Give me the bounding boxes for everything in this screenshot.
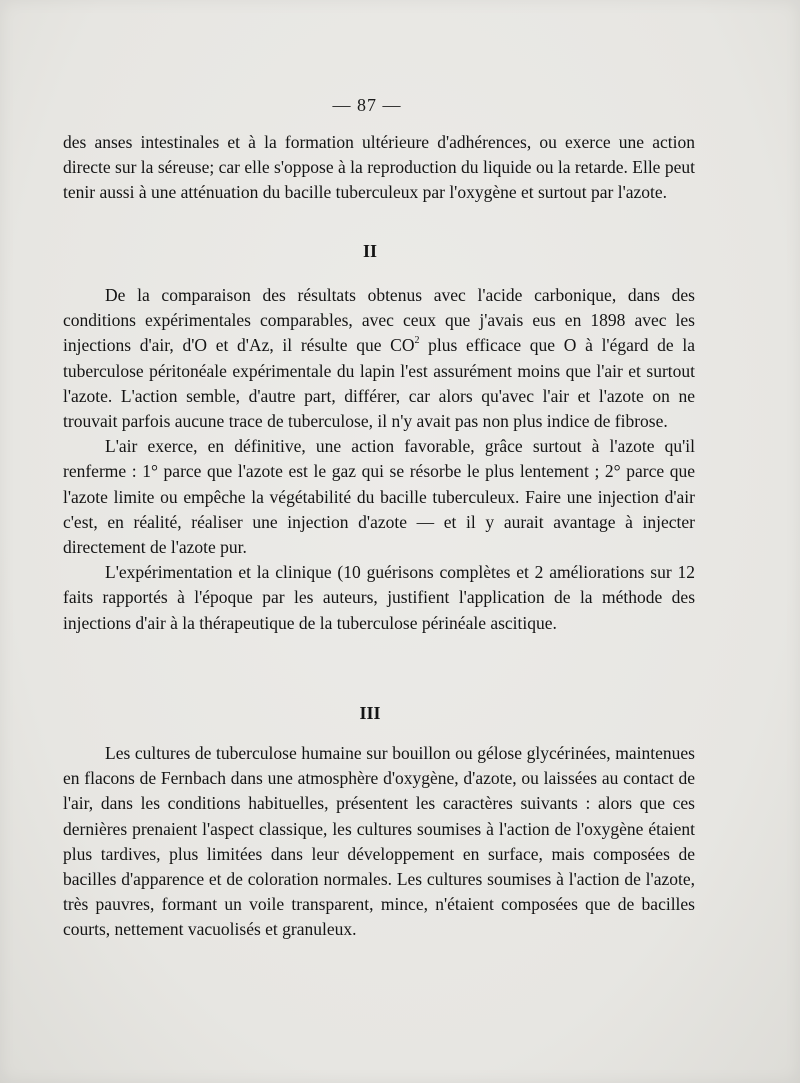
section-heading-3: III [359,703,381,723]
section-3-paragraph-1: Les cultures de tuberculose humaine sur bouillon ou gélose glycérinées, maintenues en flacons de Fernbach dans une atmosphère d'oxygène, d'azote, ou laissées au contact de l'air, dans les conditions habituelles, présentent les caractères suivants : alors que ces dernières prenaient l'aspect classique, les cultures soumises à l'action de l'oxygène étaient plus tardives, plus limitées dans leur développement en surface, mais composées de bacilles d'apparence et de coloration normales. Les cultures soumises à l'action de l'azote, très pauvres, formant un voile transparent, mince, n'étaient composées que de bacilles courts, nettement vacuolisés et granuleux. [63,743,695,940]
section-2-paragraph-1-part-a: De la comparaison des résultats obtenus avec l'acide carbonique, dans des conditions expérimentales comparables, avec ceux que j'avais eus en 1898 avec les injections d'air, d'O et d'Az, il résulte que CO [63,285,695,356]
section-heading-2: II [362,241,377,261]
paragraph-continuation: des anses intestinales et à la formation ultérieure d'adhérences, ou exerce une action directe sur la séreuse; car elle s'oppose à la reproduction du liquide ou la retarde. Elle peut tenir aussi à une atténuation du bacille tuberculeux par l'oxygène et surtout par l'azote. [63,132,695,203]
section-2-paragraph-2: L'air exerce, en définitive, une action favorable, grâce surtout à l'azote qu'il renferme : 1° parce que l'azote est le gaz qui se résorbe le plus lentement ; 2° parce que l'azote limite ou empêche la végétabilité du bacille tuberculeux. Faire une injection d'air c'est, en réalité, réaliser une injection d'azote — et il y aurait avantage à injecter directement de l'azote pur. [63,436,695,558]
page-number: — 87 — [332,95,402,115]
section-2-text [63,283,695,636]
section-1-text [63,130,695,206]
section-3-text [63,741,695,943]
section-2-paragraph-1-part-b: plus efficace que O à l'égard de la tuberculose péritonéale expérimentale du lapin l'est assurément moins que l'air et surtout l'azote. L'action semble, d'autre part, différer, car alors qu'avec l'air et l'azote on ne trouvait parfois aucune trace de tuberculose, il n'y avait pas non plus indice de fibrose. [63,335,695,432]
superscript-2: 2 [414,334,420,346]
section-2-paragraph-1 [63,283,695,434]
section-2-paragraph-3: L'expérimentation et la clinique (10 guérisons complètes et 2 améliorations sur 12 faits rapportés à l'époque par les auteurs, justifient l'application de la méthode des injections d'air à la thérapeutique de la tuberculose périnéale ascitique. [63,562,695,633]
